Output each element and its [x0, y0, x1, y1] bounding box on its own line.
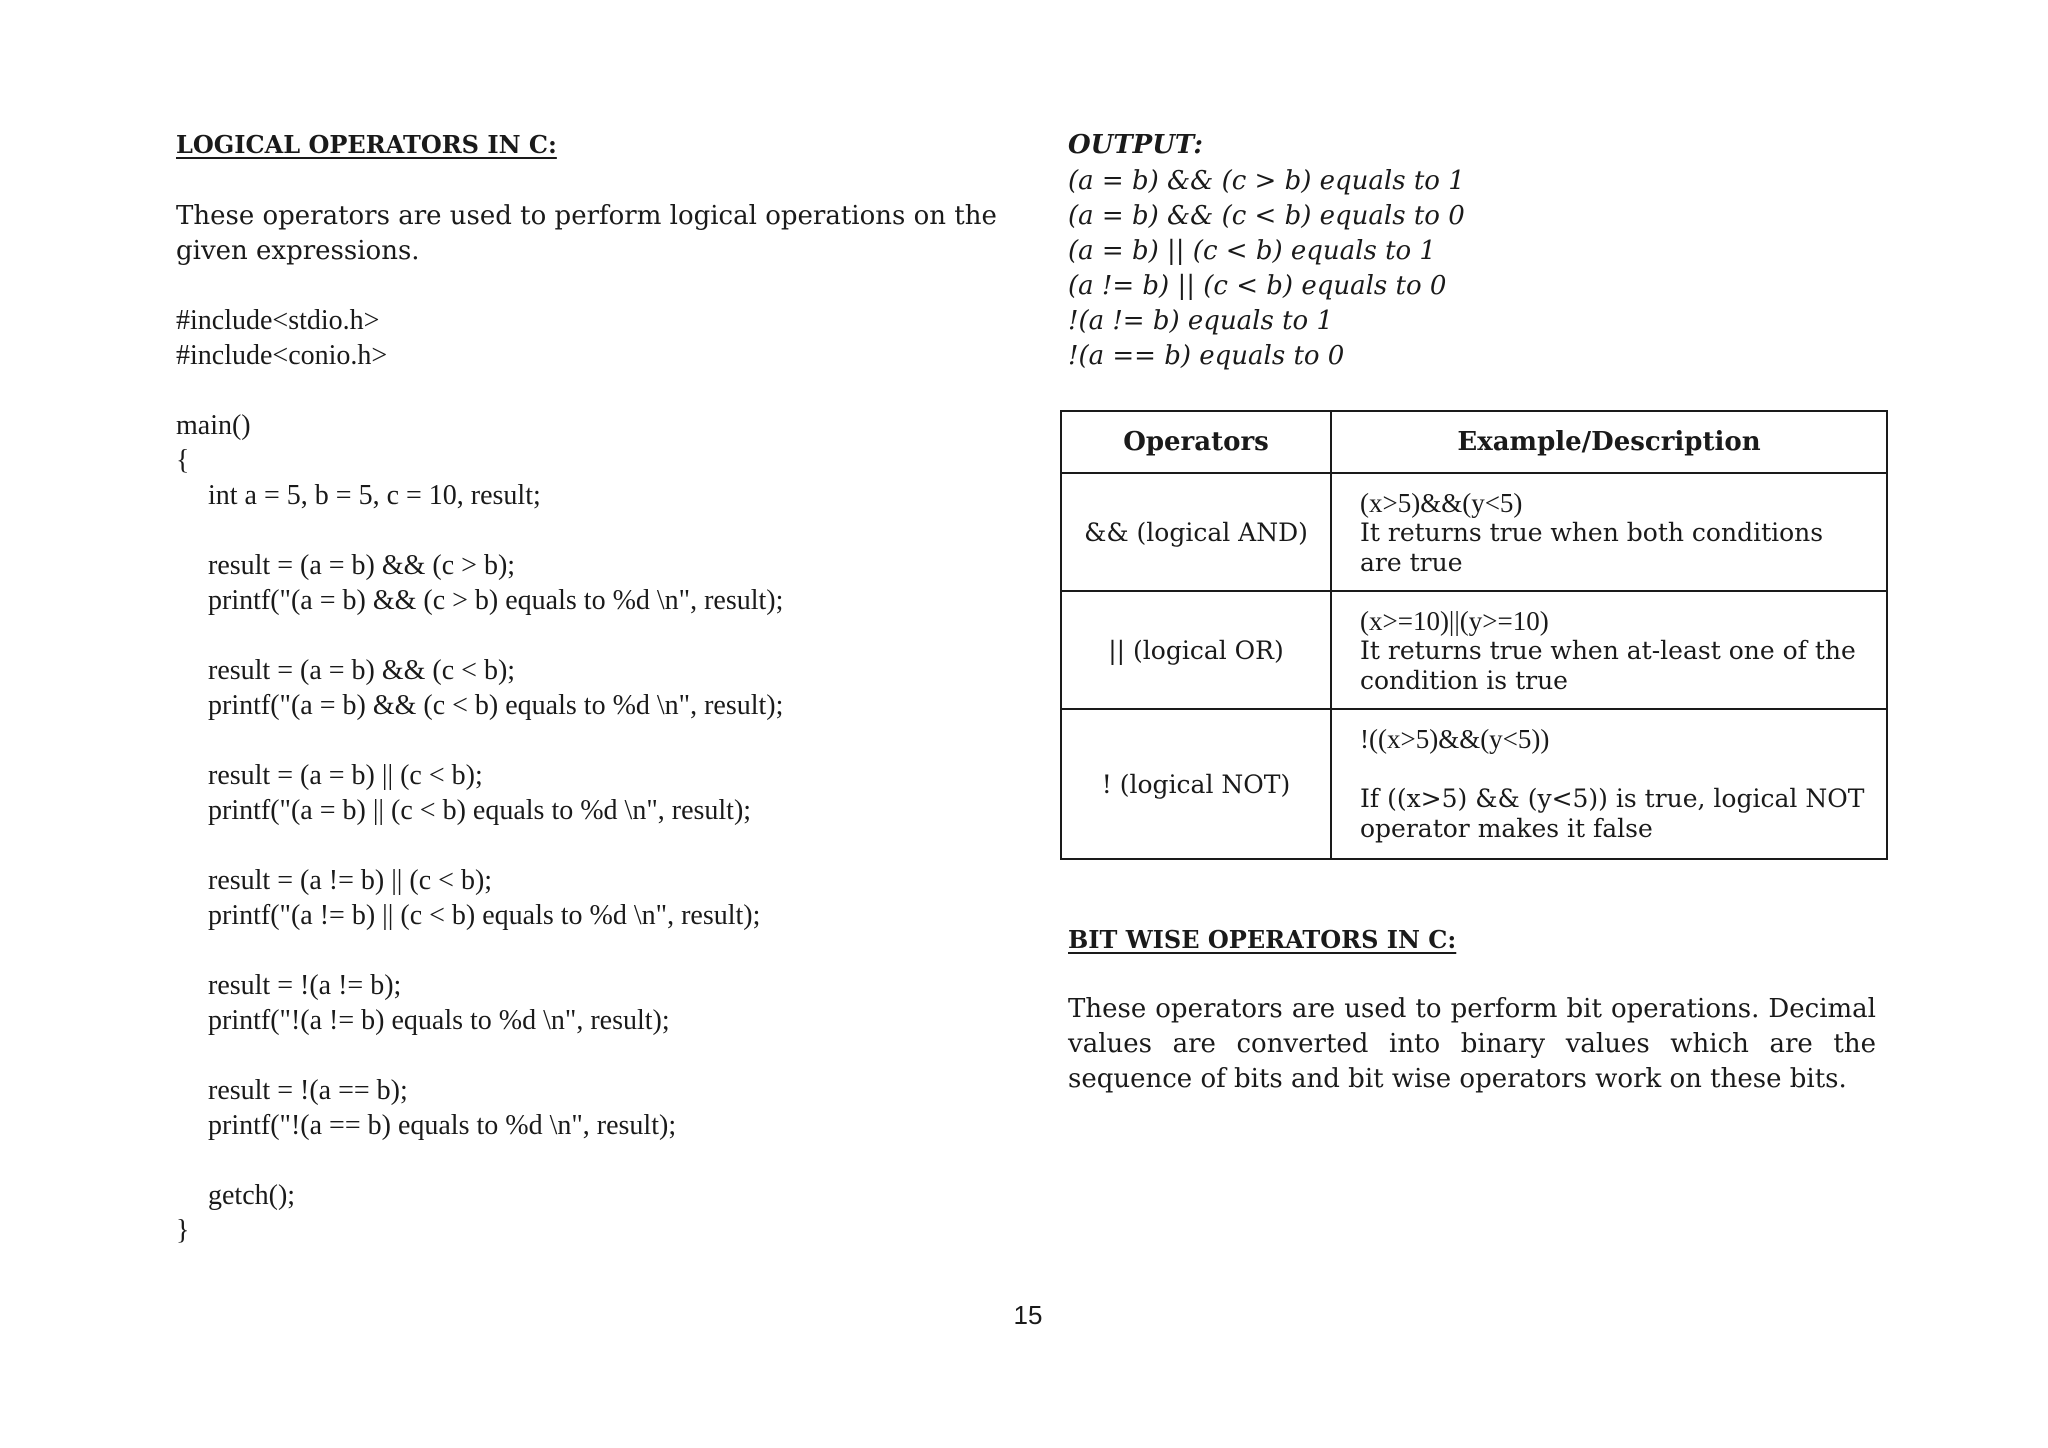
code-getch: getch();	[208, 1180, 296, 1211]
code-printf-2: printf("(a = b) && (c < b) equals to %d \n", result);	[208, 690, 784, 721]
output-line-6: !(a == b) equals to 0	[1068, 341, 1345, 371]
code-printf-3: printf("(a = b) || (c < b) equals to %d \n", result);	[208, 795, 752, 826]
description-text: If ((x>5) && (y<5)) is true, logical NOT operator makes it false	[1360, 784, 1865, 843]
code-main: main()	[176, 410, 251, 441]
output-title: OUTPUT:	[1068, 130, 1203, 160]
code-printf-4: printf("(a != b) || (c < b) equals to %d \n", result);	[208, 900, 761, 931]
operator-cell: || (logical OR)	[1061, 591, 1331, 709]
intro-line-2: given expressions.	[176, 236, 420, 266]
output-line-2: (a = b) && (c < b) equals to 0	[1068, 201, 1465, 231]
output-line-1: (a = b) && (c > b) equals to 1	[1068, 166, 1465, 196]
page-number: 15	[1013, 1300, 1043, 1330]
header-operators: Operators	[1061, 411, 1331, 473]
table-row	[1061, 591, 1887, 709]
example-code: !((x>5)&&(y<5))	[1360, 724, 1550, 754]
bitwise-operators-heading: BIT WISE OPERATORS IN C:	[1068, 925, 1457, 954]
description-cell	[1331, 591, 1887, 709]
code-printf-1: printf("(a = b) && (c > b) equals to %d \n", result);	[208, 585, 784, 616]
output-line-3: (a = b) || (c < b) equals to 1	[1068, 236, 1436, 266]
example-code: (x>5)&&(y<5)	[1360, 488, 1523, 518]
description-cell	[1331, 709, 1887, 859]
code-printf-5: printf("!(a != b) equals to %d \n", result);	[208, 1005, 670, 1036]
table-row	[1061, 473, 1887, 591]
code-declaration: int a = 5, b = 5, c = 10, result;	[208, 480, 541, 511]
description-cell	[1331, 473, 1887, 591]
operators-table	[1060, 410, 1888, 860]
spacer	[1360, 754, 1866, 784]
code-result-4: result = (a != b) || (c < b);	[208, 865, 493, 896]
description-text: It returns true when both conditions are true	[1360, 518, 1824, 577]
output-line-5: !(a != b) equals to 1	[1068, 306, 1334, 336]
description-text: It returns true when at-least one of the condition is true	[1360, 636, 1856, 695]
code-result-5: result = !(a != b);	[208, 970, 402, 1001]
operator-cell: && (logical AND)	[1061, 473, 1331, 591]
table-row	[1061, 709, 1887, 859]
code-result-2: result = (a = b) && (c < b);	[208, 655, 516, 686]
code-printf-6: printf("!(a == b) equals to %d \n", result);	[208, 1110, 677, 1141]
code-result-6: result = !(a == b);	[208, 1075, 408, 1106]
intro-line-1: These operators are used to perform logical operations on the	[176, 201, 997, 231]
output-line-4: (a != b) || (c < b) equals to 0	[1068, 271, 1447, 301]
table-header-row	[1061, 411, 1887, 473]
code-result-3: result = (a = b) || (c < b);	[208, 760, 483, 791]
bitwise-description: These operators are used to perform bit operations. Decimal values are converted into binary values which are the sequence of bits and bit wise operators work on these bits.	[1068, 994, 1876, 1094]
code-close-brace: }	[176, 1215, 190, 1246]
header-example-description: Example/Description	[1331, 411, 1887, 473]
code-include-stdio: #include<stdio.h>	[176, 305, 380, 336]
code-include-conio: #include<conio.h>	[176, 340, 388, 371]
logical-operators-heading: LOGICAL OPERATORS IN C:	[176, 130, 557, 159]
operator-cell: ! (logical NOT)	[1061, 709, 1331, 859]
example-code: (x>=10)||(y>=10)	[1360, 606, 1549, 636]
code-result-1: result = (a = b) && (c > b);	[208, 550, 516, 581]
code-open-brace: {	[176, 445, 190, 476]
